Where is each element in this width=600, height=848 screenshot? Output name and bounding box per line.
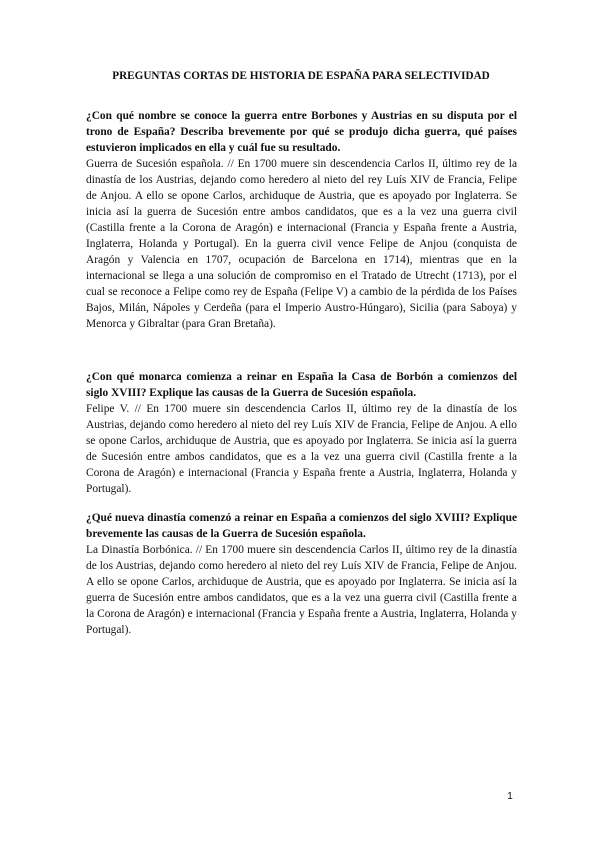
answer-text: La Dinastía Borbónica. // En 1700 muere sin descendencia Carlos II, último rey de la dinastía de los Austrias, dejando como heredero al nieto del rey Luís XIV de Francia, Felipe de Anjou. A ello se opone Carlos, archiduque de Austria, que es apoyado por Inglaterra. Se inicia así la guerra de Sucesión entre ambos candidatos, que es a la vez una guerra civil (Castilla frente a la Corona de Aragón) e internacional (Francia y España frente a Austria, Inglaterra, Holanda y Portugal). xyxy=(86,544,517,636)
question-block-3 xyxy=(86,510,517,638)
question-text: ¿Con qué nombre se conoce la guerra entre Borbones y Austrias en su disputa por el trono de España? Describa brevemente por qué se produjo dicha guerra, qué países estuvieron implicados en ella y cuál fue su resultado. xyxy=(86,110,517,154)
question-block-1 xyxy=(86,108,517,332)
question-text: ¿Con qué monarca comienza a reinar en España la Casa de Borbón a comienzos del siglo XVIII? Explique las causas de la Guerra de Sucesión española. xyxy=(86,371,517,399)
question-text: ¿Qué nueva dinastía comenzó a reinar en España a comienzos del siglo XVIII? Explique brevemente las causas de la Guerra de Sucesión española. xyxy=(86,512,517,540)
answer-text: Guerra de Sucesión española. // En 1700 muere sin descendencia Carlos II, último rey de la dinastía de los Austrias, dejando como heredero al nieto del rey Luís XIV de Francia, Felipe de Anjou. A ello se opone Carlos, archiduque de Austria, que es apoyado por Inglaterra. Se inicia así la guerra de Sucesión entre ambos candidatos, que es a la vez una guerra civil (Castilla frente a la Corona de Aragón) e internacional (Francia y España frente a Austria, Inglaterra, Holanda y Portugal). En la guerra civil vence Felipe de Anjou (conquista de Aragón y Valencia en 1707, ocupación de Barcelona en 1714), mientras que en la internacional se llega a una solución de compromiso en el Tratado de Utrecht (1713), por el cual se reconoce a Felipe como rey de España (Felipe V) a cambio de la pérdida de los Países Bajos, Milán, Nápoles y Cerdeña (para el Imperio Austro-Húngaro), Sicilia (para Saboya) y Menorca y Gibraltar (para Gran Bretaña). xyxy=(86,158,517,330)
document-title: PREGUNTAS CORTAS DE HISTORIA DE ESPAÑA PARA SELECTIVIDAD xyxy=(112,70,490,82)
answer-text: Felipe V. // En 1700 muere sin descendencia Carlos II, último rey de la dinastía de los Austrias, dejando como heredero al nieto del rey Luís XIV de Francia, Felipe de Anjou. A ello se opone Carlos, archiduque de Austria, que es apoyado por Inglaterra. Se inicia así la guerra de Sucesión entre ambos candidatos, que es a la vez una guerra civil (Castilla frente a la Corona de Aragón) e internacional (Francia y España frente a Austria, Inglaterra, Holanda y Portugal). xyxy=(86,403,517,495)
page-number: 1 xyxy=(507,791,513,802)
question-block-2 xyxy=(86,369,517,497)
